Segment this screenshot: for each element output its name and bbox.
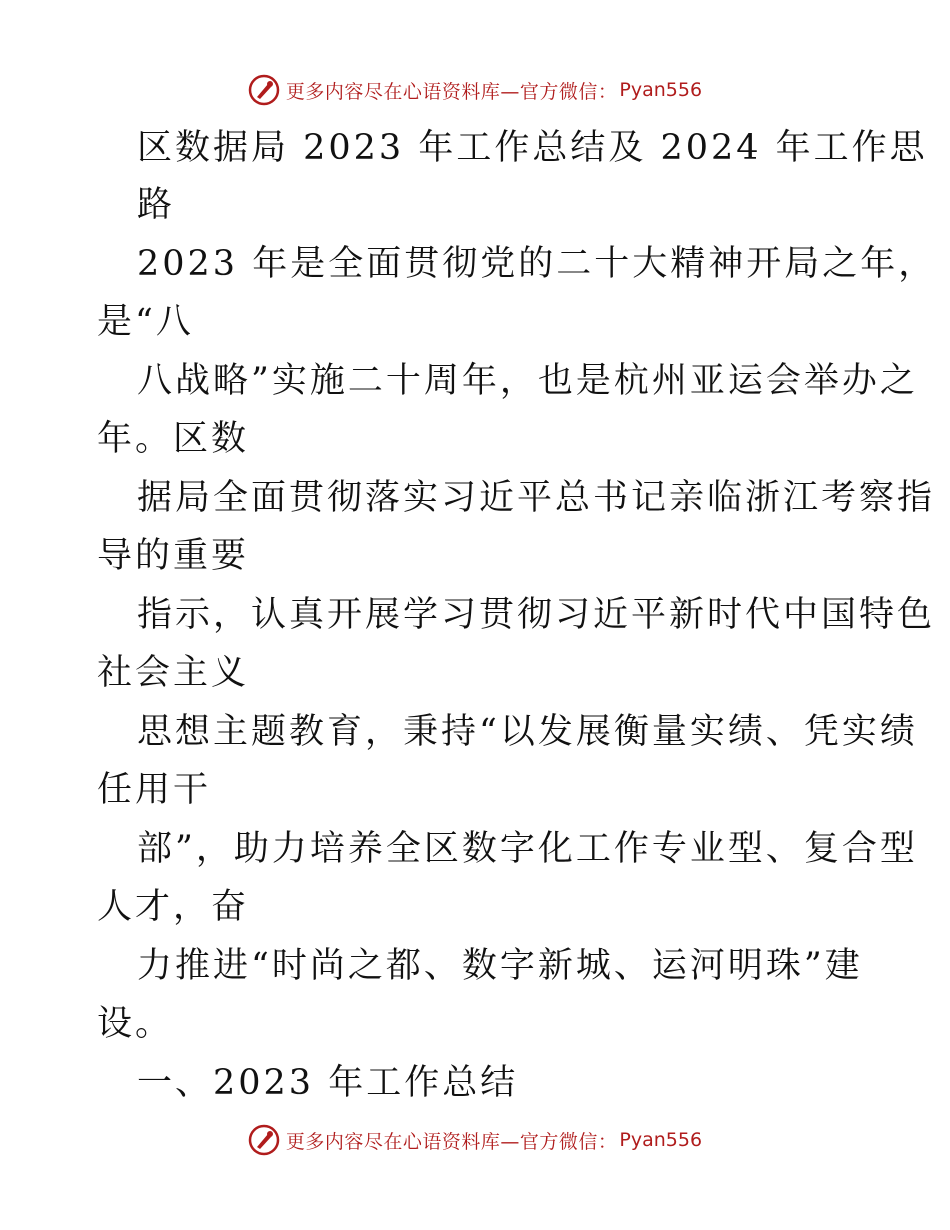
document-title-line: 路 [137,185,176,225]
paragraph-line: 据局全面贯彻落实习近平总书记亲临浙江考察指 [137,478,936,518]
paragraph-line: 设。 [97,1004,174,1044]
watermark-text: 更多内容尽在心语资料库—官方微信： [285,1130,618,1153]
watermark-id: Pyan556 [619,79,703,101]
paragraph-line: 八战略”实施二十周年，也是杭州亚运会举办之 [137,361,918,401]
paragraph-line: 社会主义 [97,653,250,693]
watermark-id: Pyan556 [619,1129,703,1151]
pen-logo-icon [248,1124,280,1156]
watermark-text: 更多内容尽在心语资料库—官方微信： [285,80,618,103]
paragraph-line: 是“八 [97,302,194,342]
paragraph-line: 任用干 [97,770,212,810]
paragraph-line: 力推进“时尚之都、数字新城、运河明珠”建 [137,946,863,986]
section-heading: 一、2023 年工作总结 [137,1063,519,1103]
paragraph-line: 部”，助力培养全区数字化工作专业型、复合型 [137,829,918,869]
paragraph-line: 2023 年是全面贯彻党的二十大精神开局之年， [137,244,937,284]
paragraph-line: 人才，奋 [97,887,250,927]
paragraph-line: 年。区数 [97,419,250,459]
watermark-footer [0,1120,950,1160]
paragraph-line: 指示，认真开展学习贯彻习近平新时代中国特色 [137,595,936,635]
paragraph-line: 思想主题教育，秉持“以发展衡量实绩、凭实绩 [137,712,918,752]
paragraph-line: 导的重要 [97,536,250,576]
document-title-line: 区数据局 2023 年工作总结及 2024 年工作思 [137,128,928,168]
